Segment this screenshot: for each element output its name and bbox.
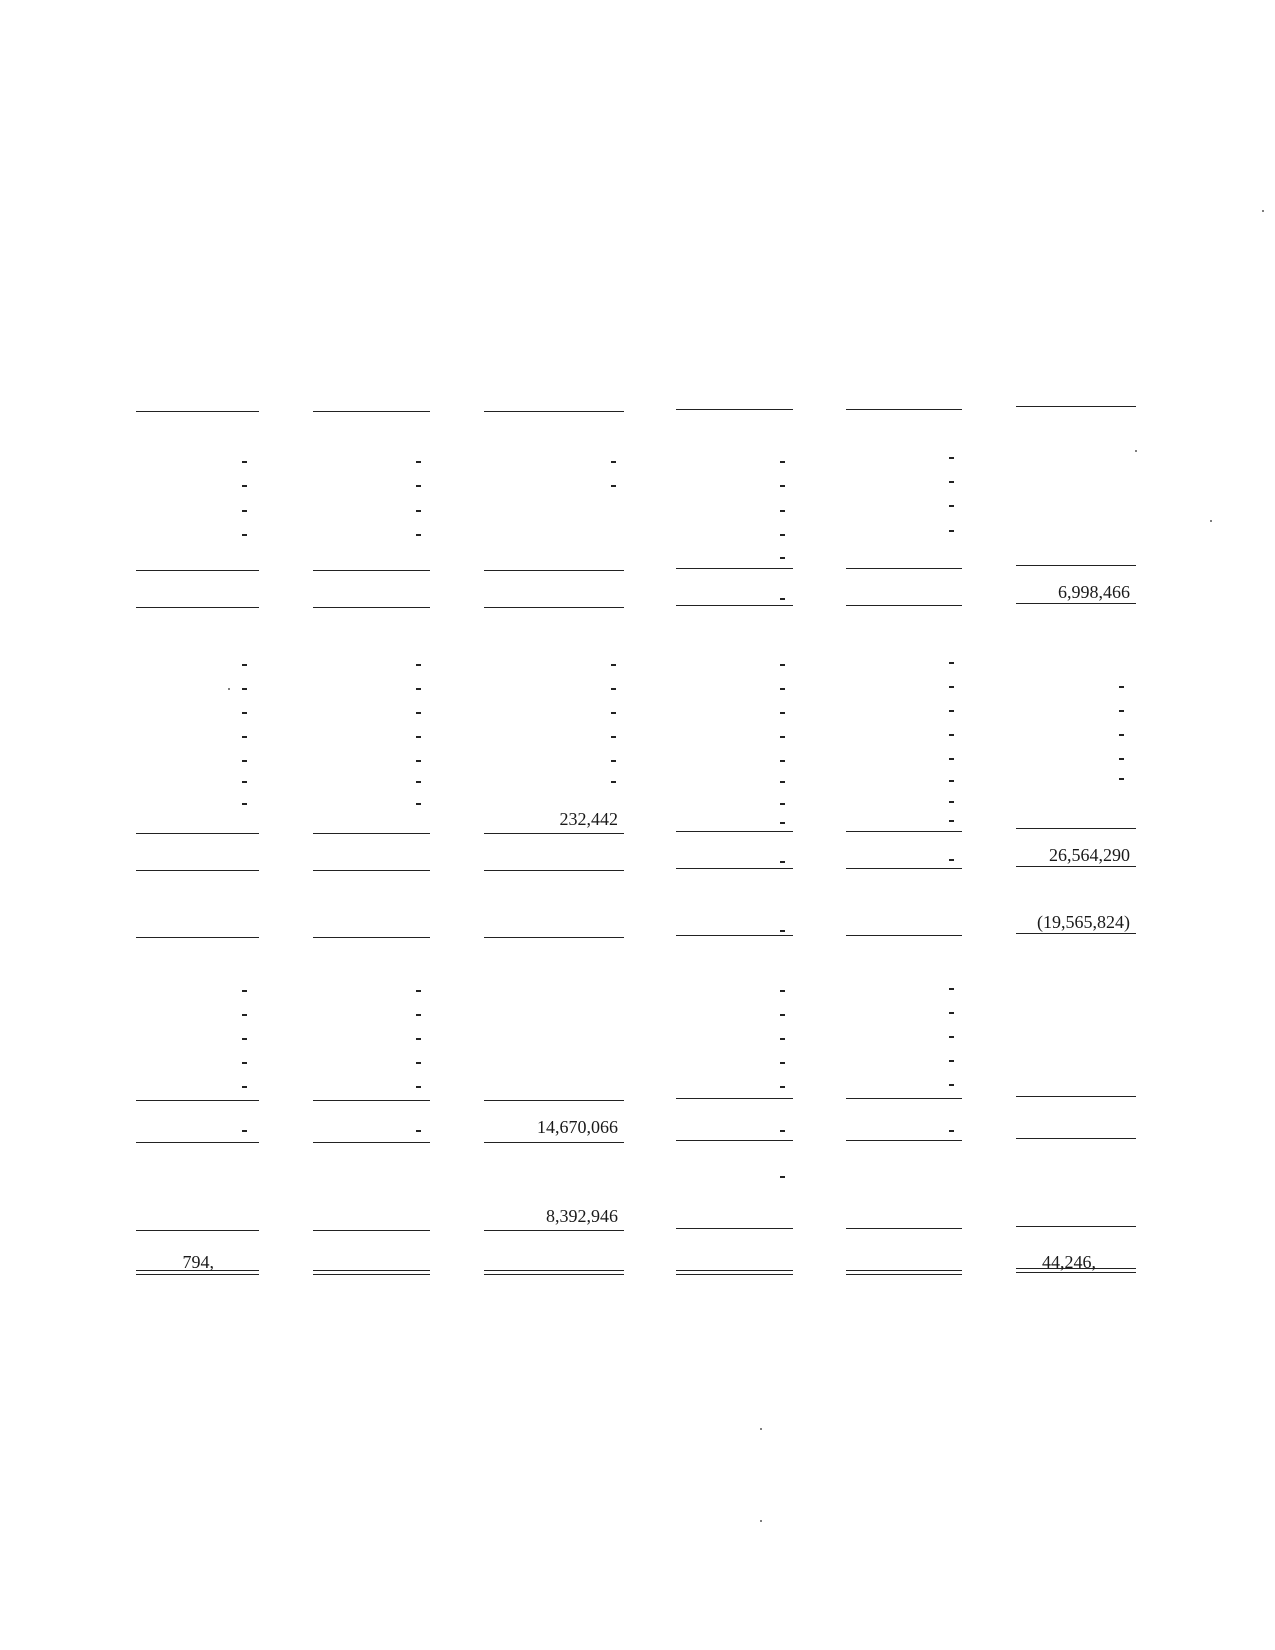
underline (1016, 828, 1136, 829)
underline (676, 568, 793, 569)
underline (313, 607, 430, 608)
scan-speck (1135, 450, 1137, 452)
nil-dash (949, 734, 954, 736)
amount-cell: 44,246, (1042, 1252, 1096, 1272)
underline (846, 1140, 962, 1141)
underline (313, 1142, 430, 1143)
column-6 (1016, 0, 1136, 1650)
nil-dash (416, 461, 421, 463)
nil-dash (242, 712, 247, 714)
nil-dash (242, 803, 247, 805)
underline (136, 937, 259, 938)
nil-dash (949, 505, 954, 507)
underline (313, 870, 430, 871)
nil-dash (416, 990, 421, 992)
nil-dash (1119, 686, 1124, 688)
nil-dash (611, 664, 616, 666)
nil-dash (416, 534, 421, 536)
underline (313, 1100, 430, 1101)
nil-dash (949, 686, 954, 688)
nil-dash (416, 1014, 421, 1016)
nil-dash (949, 1084, 954, 1086)
column-3 (484, 0, 624, 1650)
nil-dash (780, 930, 785, 932)
underline (676, 935, 793, 936)
underline (136, 570, 259, 571)
underline (676, 1228, 793, 1229)
nil-dash (242, 1038, 247, 1040)
nil-dash (780, 1086, 785, 1088)
nil-dash (242, 1062, 247, 1064)
nil-dash (242, 510, 247, 512)
nil-dash (780, 736, 785, 738)
underline (136, 1230, 259, 1231)
nil-dash (416, 1038, 421, 1040)
underline (313, 833, 430, 834)
nil-dash (416, 664, 421, 666)
nil-dash (949, 710, 954, 712)
nil-dash (780, 510, 785, 512)
nil-dash (949, 530, 954, 532)
nil-dash (780, 557, 785, 559)
underline (484, 870, 624, 871)
nil-dash (1119, 734, 1124, 736)
double-underline (676, 1270, 793, 1275)
nil-dash (949, 457, 954, 459)
underline (1016, 565, 1136, 566)
nil-dash (780, 485, 785, 487)
nil-dash (780, 1038, 785, 1040)
nil-dash (242, 990, 247, 992)
nil-dash (780, 534, 785, 536)
nil-dash (416, 781, 421, 783)
nil-dash (949, 1130, 954, 1132)
nil-dash (949, 662, 954, 664)
underline (313, 937, 430, 938)
underline (846, 831, 962, 832)
nil-dash (611, 736, 616, 738)
double-underline (846, 1270, 962, 1275)
nil-dash (611, 781, 616, 783)
underline (846, 568, 962, 569)
amount-cell: 26,564,290 (1049, 845, 1130, 865)
underline (484, 833, 624, 834)
underline (676, 1140, 793, 1141)
nil-dash (242, 485, 247, 487)
nil-dash (949, 780, 954, 782)
underline (846, 409, 962, 410)
nil-dash (242, 1130, 247, 1132)
underline (676, 1098, 793, 1099)
nil-dash (949, 988, 954, 990)
scan-speck (228, 688, 230, 690)
nil-dash (242, 1086, 247, 1088)
underline (676, 605, 793, 606)
nil-dash (242, 688, 247, 690)
double-underline (484, 1270, 624, 1275)
underline (1016, 1226, 1136, 1227)
nil-dash (780, 1062, 785, 1064)
nil-dash (1119, 778, 1124, 780)
nil-dash (780, 760, 785, 762)
underline (136, 607, 259, 608)
nil-dash (242, 736, 247, 738)
scan-speck (760, 1428, 762, 1430)
nil-dash (416, 1062, 421, 1064)
nil-dash (242, 1014, 247, 1016)
nil-dash (416, 688, 421, 690)
nil-dash (949, 481, 954, 483)
nil-dash (780, 598, 785, 600)
nil-dash (780, 990, 785, 992)
nil-dash (611, 461, 616, 463)
underline (484, 1100, 624, 1101)
amount-cell: 8,392,946 (546, 1206, 618, 1226)
underline (1016, 933, 1136, 934)
underline (313, 411, 430, 412)
underline (846, 1098, 962, 1099)
nil-dash (780, 664, 785, 666)
nil-dash (242, 534, 247, 536)
nil-dash (611, 760, 616, 762)
underline (136, 870, 259, 871)
nil-dash (416, 712, 421, 714)
underline (676, 868, 793, 869)
underline (136, 411, 259, 412)
underline (846, 868, 962, 869)
underline (136, 1100, 259, 1101)
nil-dash (780, 688, 785, 690)
underline (313, 570, 430, 571)
nil-dash (780, 822, 785, 824)
nil-dash (780, 1176, 785, 1178)
underline (484, 411, 624, 412)
nil-dash (780, 712, 785, 714)
nil-dash (242, 664, 247, 666)
column-4 (676, 0, 793, 1650)
column-2 (313, 0, 430, 1650)
underline (484, 570, 624, 571)
nil-dash (780, 461, 785, 463)
nil-dash (242, 760, 247, 762)
nil-dash (1119, 710, 1124, 712)
nil-dash (949, 1036, 954, 1038)
underline (1016, 866, 1136, 867)
underline (484, 937, 624, 938)
nil-dash (780, 781, 785, 783)
underline (1016, 406, 1136, 407)
nil-dash (780, 861, 785, 863)
underline (136, 1142, 259, 1143)
column-1 (136, 0, 259, 1650)
double-underline (313, 1270, 430, 1275)
underline (676, 831, 793, 832)
amount-cell: 6,998,466 (1058, 582, 1130, 602)
underline (846, 1228, 962, 1229)
column-5 (846, 0, 962, 1650)
amount-cell: 232,442 (559, 809, 618, 829)
amount-cell: 794, (182, 1252, 214, 1272)
nil-dash (780, 803, 785, 805)
nil-dash (611, 485, 616, 487)
scan-speck (1210, 520, 1212, 522)
nil-dash (949, 859, 954, 861)
nil-dash (1119, 758, 1124, 760)
underline (846, 605, 962, 606)
nil-dash (611, 712, 616, 714)
nil-dash (611, 688, 616, 690)
nil-dash (949, 820, 954, 822)
scan-speck (760, 1520, 762, 1522)
nil-dash (949, 1060, 954, 1062)
nil-dash (416, 736, 421, 738)
nil-dash (242, 461, 247, 463)
nil-dash (416, 510, 421, 512)
scan-speck (1262, 210, 1264, 212)
underline (1016, 1096, 1136, 1097)
nil-dash (416, 485, 421, 487)
nil-dash (242, 781, 247, 783)
amount-cell: (19,565,824) (1037, 912, 1130, 932)
nil-dash (949, 801, 954, 803)
nil-dash (780, 1130, 785, 1132)
underline (484, 607, 624, 608)
nil-dash (949, 758, 954, 760)
nil-dash (949, 1012, 954, 1014)
underline (484, 1230, 624, 1231)
amount-cell: 14,670,066 (537, 1117, 618, 1137)
nil-dash (416, 1086, 421, 1088)
underline (136, 833, 259, 834)
underline (484, 1142, 624, 1143)
nil-dash (416, 1130, 421, 1132)
underline (676, 409, 793, 410)
underline (313, 1230, 430, 1231)
nil-dash (416, 803, 421, 805)
underline (1016, 603, 1136, 604)
nil-dash (780, 1014, 785, 1016)
nil-dash (416, 760, 421, 762)
underline (846, 935, 962, 936)
underline (1016, 1138, 1136, 1139)
